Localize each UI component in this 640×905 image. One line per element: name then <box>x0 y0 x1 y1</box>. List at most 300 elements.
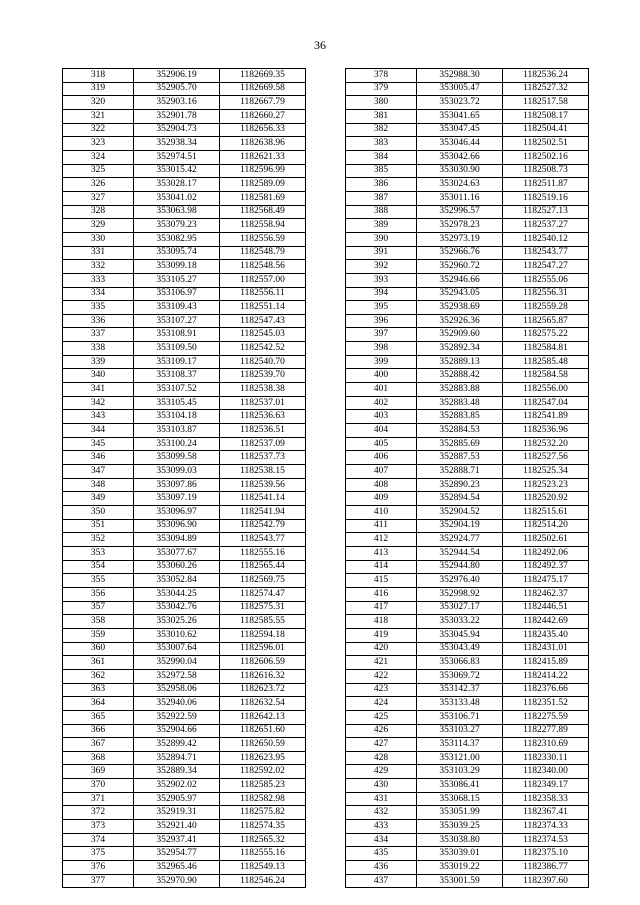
y-coordinate-cell: 1182559.28 <box>503 301 589 315</box>
point-number-cell: 357 <box>63 601 134 615</box>
x-coordinate-cell: 352884.53 <box>417 424 503 438</box>
table-row <box>63 519 306 533</box>
point-number-cell: 356 <box>63 587 134 601</box>
x-coordinate-cell: 352909.60 <box>417 328 503 342</box>
point-number-cell: 391 <box>346 246 417 260</box>
x-coordinate-cell: 352888.42 <box>417 369 503 383</box>
y-coordinate-cell: 1182519.16 <box>503 191 589 205</box>
point-number-cell: 323 <box>63 137 134 151</box>
y-coordinate-cell: 1182502.61 <box>503 533 589 547</box>
x-coordinate-cell: 352901.78 <box>134 109 220 123</box>
x-coordinate-cell: 353095.74 <box>134 246 220 260</box>
x-coordinate-cell: 353099.18 <box>134 260 220 274</box>
table-row <box>346 506 589 520</box>
table-row <box>346 751 589 765</box>
table-row <box>63 232 306 246</box>
point-number-cell: 346 <box>63 451 134 465</box>
table-row <box>63 191 306 205</box>
point-number-cell: 351 <box>63 519 134 533</box>
table-row <box>63 669 306 683</box>
x-coordinate-cell: 352926.36 <box>417 314 503 328</box>
point-number-cell: 319 <box>63 82 134 96</box>
x-coordinate-cell: 353069.72 <box>417 669 503 683</box>
y-coordinate-cell: 1182277.89 <box>503 724 589 738</box>
point-number-cell: 385 <box>346 164 417 178</box>
point-number-cell: 365 <box>63 710 134 724</box>
x-coordinate-cell: 353063.98 <box>134 205 220 219</box>
y-coordinate-cell: 1182376.66 <box>503 683 589 697</box>
y-coordinate-cell: 1182536.96 <box>503 424 589 438</box>
point-number-cell: 435 <box>346 847 417 861</box>
point-number-cell: 433 <box>346 820 417 834</box>
point-number-cell: 344 <box>63 424 134 438</box>
x-coordinate-cell: 352889.34 <box>134 765 220 779</box>
table-row <box>346 314 589 328</box>
point-number-cell: 405 <box>346 437 417 451</box>
x-coordinate-cell: 353051.99 <box>417 806 503 820</box>
table-row <box>346 806 589 820</box>
point-number-cell: 421 <box>346 656 417 670</box>
point-number-cell: 369 <box>63 765 134 779</box>
y-coordinate-cell: 1182594.18 <box>220 628 306 642</box>
x-coordinate-cell: 352944.80 <box>417 560 503 574</box>
table-row <box>346 465 589 479</box>
y-coordinate-cell: 1182541.14 <box>220 492 306 506</box>
table-row <box>346 847 589 861</box>
y-coordinate-cell: 1182536.63 <box>220 410 306 424</box>
point-number-cell: 422 <box>346 669 417 683</box>
y-coordinate-cell: 1182525.34 <box>503 465 589 479</box>
table-row <box>63 369 306 383</box>
table-row <box>63 546 306 560</box>
table-row <box>63 820 306 834</box>
x-coordinate-cell: 352996.57 <box>417 205 503 219</box>
point-number-cell: 388 <box>346 205 417 219</box>
y-coordinate-cell: 1182351.52 <box>503 697 589 711</box>
table-row <box>346 178 589 192</box>
y-coordinate-cell: 1182462.37 <box>503 587 589 601</box>
table-row <box>346 820 589 834</box>
x-coordinate-cell: 353108.91 <box>134 328 220 342</box>
point-number-cell: 340 <box>63 369 134 383</box>
y-coordinate-cell: 1182575.82 <box>220 806 306 820</box>
x-coordinate-cell: 352960.72 <box>417 260 503 274</box>
y-coordinate-cell: 1182435.40 <box>503 628 589 642</box>
point-number-cell: 425 <box>346 710 417 724</box>
y-coordinate-cell: 1182547.27 <box>503 260 589 274</box>
y-coordinate-cell: 1182515.61 <box>503 506 589 520</box>
x-coordinate-cell: 353142.37 <box>417 683 503 697</box>
y-coordinate-cell: 1182397.60 <box>503 874 589 888</box>
y-coordinate-cell: 1182532.20 <box>503 437 589 451</box>
table-row <box>63 109 306 123</box>
table-row <box>346 82 589 96</box>
table-row <box>346 765 589 779</box>
x-coordinate-cell: 352943.05 <box>417 287 503 301</box>
table-row <box>63 861 306 875</box>
y-coordinate-cell: 1182548.79 <box>220 246 306 260</box>
y-coordinate-cell: 1182667.79 <box>220 96 306 110</box>
x-coordinate-cell: 352906.19 <box>134 69 220 83</box>
y-coordinate-cell: 1182537.09 <box>220 437 306 451</box>
y-coordinate-cell: 1182556.31 <box>503 287 589 301</box>
y-coordinate-cell: 1182575.22 <box>503 328 589 342</box>
x-coordinate-cell: 353028.17 <box>134 178 220 192</box>
y-coordinate-cell: 1182575.31 <box>220 601 306 615</box>
x-coordinate-cell: 352883.85 <box>417 410 503 424</box>
table-row <box>346 396 589 410</box>
table-row <box>63 342 306 356</box>
page-number: 36 <box>314 38 326 52</box>
table-row <box>346 342 589 356</box>
x-coordinate-cell: 353103.29 <box>417 765 503 779</box>
table-row <box>346 738 589 752</box>
point-number-cell: 428 <box>346 751 417 765</box>
x-coordinate-cell: 353097.19 <box>134 492 220 506</box>
y-coordinate-cell: 1182539.70 <box>220 369 306 383</box>
table-row <box>346 779 589 793</box>
x-coordinate-cell: 352905.70 <box>134 82 220 96</box>
table-row <box>346 874 589 888</box>
point-number-cell: 349 <box>63 492 134 506</box>
y-coordinate-cell: 1182582.98 <box>220 792 306 806</box>
point-number-cell: 415 <box>346 574 417 588</box>
x-coordinate-cell: 352965.46 <box>134 861 220 875</box>
point-number-cell: 368 <box>63 751 134 765</box>
y-coordinate-cell: 1182660.27 <box>220 109 306 123</box>
x-coordinate-cell: 353015.42 <box>134 164 220 178</box>
x-coordinate-cell: 353096.97 <box>134 506 220 520</box>
y-coordinate-cell: 1182511.87 <box>503 178 589 192</box>
x-coordinate-cell: 353043.49 <box>417 642 503 656</box>
x-coordinate-cell: 353068.15 <box>417 792 503 806</box>
y-coordinate-cell: 1182492.06 <box>503 546 589 560</box>
point-number-cell: 353 <box>63 546 134 560</box>
table-row <box>63 451 306 465</box>
x-coordinate-cell: 353027.17 <box>417 601 503 615</box>
table-row <box>63 615 306 629</box>
point-number-cell: 434 <box>346 833 417 847</box>
x-coordinate-cell: 353108.37 <box>134 369 220 383</box>
x-coordinate-cell: 353033.22 <box>417 615 503 629</box>
table-row <box>346 533 589 547</box>
y-coordinate-cell: 1182565.32 <box>220 833 306 847</box>
x-coordinate-cell: 352974.51 <box>134 150 220 164</box>
table-row <box>346 355 589 369</box>
y-coordinate-cell: 1182502.16 <box>503 150 589 164</box>
y-coordinate-cell: 1182585.55 <box>220 615 306 629</box>
y-coordinate-cell: 1182546.24 <box>220 874 306 888</box>
point-number-cell: 348 <box>63 478 134 492</box>
x-coordinate-cell: 352903.16 <box>134 96 220 110</box>
x-coordinate-cell: 353109.17 <box>134 355 220 369</box>
x-coordinate-cell: 352889.13 <box>417 355 503 369</box>
table-row <box>63 465 306 479</box>
point-number-cell: 350 <box>63 506 134 520</box>
table-row <box>346 383 589 397</box>
table-row <box>346 683 589 697</box>
table-row <box>63 478 306 492</box>
y-coordinate-cell: 1182581.69 <box>220 191 306 205</box>
y-coordinate-cell: 1182574.47 <box>220 587 306 601</box>
y-coordinate-cell: 1182584.81 <box>503 342 589 356</box>
table-row <box>63 328 306 342</box>
y-coordinate-cell: 1182585.48 <box>503 355 589 369</box>
table-row <box>63 574 306 588</box>
y-coordinate-cell: 1182632.54 <box>220 697 306 711</box>
y-coordinate-cell: 1182540.12 <box>503 232 589 246</box>
table-row <box>63 260 306 274</box>
point-number-cell: 321 <box>63 109 134 123</box>
table-row <box>63 150 306 164</box>
x-coordinate-cell: 353097.86 <box>134 478 220 492</box>
table-row <box>346 560 589 574</box>
y-coordinate-cell: 1182545.03 <box>220 328 306 342</box>
point-number-cell: 403 <box>346 410 417 424</box>
y-coordinate-cell: 1182540.70 <box>220 355 306 369</box>
x-coordinate-cell: 352922.59 <box>134 710 220 724</box>
point-number-cell: 382 <box>346 123 417 137</box>
x-coordinate-cell: 352972.58 <box>134 669 220 683</box>
y-coordinate-cell: 1182492.37 <box>503 560 589 574</box>
x-coordinate-cell: 353109.43 <box>134 301 220 315</box>
x-coordinate-cell: 352921.40 <box>134 820 220 834</box>
x-coordinate-cell: 352954.77 <box>134 847 220 861</box>
table-row <box>346 328 589 342</box>
point-number-cell: 347 <box>63 465 134 479</box>
x-coordinate-cell: 352958.06 <box>134 683 220 697</box>
x-coordinate-cell: 352944.54 <box>417 546 503 560</box>
table-row <box>346 96 589 110</box>
table-row <box>346 260 589 274</box>
point-number-cell: 364 <box>63 697 134 711</box>
x-coordinate-cell: 352888.71 <box>417 465 503 479</box>
point-number-cell: 352 <box>63 533 134 547</box>
x-coordinate-cell: 353041.65 <box>417 109 503 123</box>
point-number-cell: 377 <box>63 874 134 888</box>
y-coordinate-cell: 1182517.58 <box>503 96 589 110</box>
y-coordinate-cell: 1182549.13 <box>220 861 306 875</box>
x-coordinate-cell: 353099.58 <box>134 451 220 465</box>
point-number-cell: 324 <box>63 150 134 164</box>
point-number-cell: 359 <box>63 628 134 642</box>
y-coordinate-cell: 1182508.73 <box>503 164 589 178</box>
table-row <box>63 410 306 424</box>
table-row <box>63 355 306 369</box>
table-row <box>63 314 306 328</box>
point-number-cell: 343 <box>63 410 134 424</box>
y-coordinate-cell: 1182431.01 <box>503 642 589 656</box>
y-coordinate-cell: 1182650.59 <box>220 738 306 752</box>
y-coordinate-cell: 1182606.59 <box>220 656 306 670</box>
table-row <box>63 628 306 642</box>
point-number-cell: 328 <box>63 205 134 219</box>
point-number-cell: 367 <box>63 738 134 752</box>
x-coordinate-cell: 352990.04 <box>134 656 220 670</box>
point-number-cell: 381 <box>346 109 417 123</box>
point-number-cell: 426 <box>346 724 417 738</box>
table-row <box>346 451 589 465</box>
y-coordinate-cell: 1182527.32 <box>503 82 589 96</box>
y-coordinate-cell: 1182621.33 <box>220 150 306 164</box>
point-number-cell: 373 <box>63 820 134 834</box>
point-number-cell: 360 <box>63 642 134 656</box>
x-coordinate-cell: 353086.41 <box>417 779 503 793</box>
x-coordinate-cell: 352940.06 <box>134 697 220 711</box>
point-number-cell: 366 <box>63 724 134 738</box>
y-coordinate-cell: 1182574.35 <box>220 820 306 834</box>
x-coordinate-cell: 352883.48 <box>417 396 503 410</box>
point-number-cell: 325 <box>63 164 134 178</box>
table-row <box>346 792 589 806</box>
y-coordinate-cell: 1182555.06 <box>503 273 589 287</box>
x-coordinate-cell: 352904.19 <box>417 519 503 533</box>
x-coordinate-cell: 352946.66 <box>417 273 503 287</box>
point-number-cell: 408 <box>346 478 417 492</box>
x-coordinate-cell: 353039.01 <box>417 847 503 861</box>
x-coordinate-cell: 352883.88 <box>417 383 503 397</box>
y-coordinate-cell: 1182568.49 <box>220 205 306 219</box>
y-coordinate-cell: 1182589.09 <box>220 178 306 192</box>
x-coordinate-cell: 353044.25 <box>134 587 220 601</box>
table-row <box>63 205 306 219</box>
table-row <box>63 874 306 888</box>
y-coordinate-cell: 1182310.69 <box>503 738 589 752</box>
y-coordinate-cell: 1182623.95 <box>220 751 306 765</box>
y-coordinate-cell: 1182527.56 <box>503 451 589 465</box>
y-coordinate-cell: 1182596.99 <box>220 164 306 178</box>
table-row <box>346 219 589 233</box>
x-coordinate-cell: 352904.66 <box>134 724 220 738</box>
point-number-cell: 336 <box>63 314 134 328</box>
point-number-cell: 374 <box>63 833 134 847</box>
point-number-cell: 430 <box>346 779 417 793</box>
table-row <box>346 492 589 506</box>
point-number-cell: 396 <box>346 314 417 328</box>
x-coordinate-cell: 353007.64 <box>134 642 220 656</box>
table-row <box>63 533 306 547</box>
y-coordinate-cell: 1182537.27 <box>503 219 589 233</box>
y-coordinate-cell: 1182358.33 <box>503 792 589 806</box>
x-coordinate-cell: 353011.16 <box>417 191 503 205</box>
x-coordinate-cell: 352885.69 <box>417 437 503 451</box>
y-coordinate-cell: 1182548.56 <box>220 260 306 274</box>
coordinates-table-left <box>62 68 306 888</box>
x-coordinate-cell: 353100.24 <box>134 437 220 451</box>
y-coordinate-cell: 1182642.13 <box>220 710 306 724</box>
point-number-cell: 393 <box>346 273 417 287</box>
point-number-cell: 424 <box>346 697 417 711</box>
y-coordinate-cell: 1182340.00 <box>503 765 589 779</box>
point-number-cell: 432 <box>346 806 417 820</box>
table-row <box>346 628 589 642</box>
x-coordinate-cell: 353106.71 <box>417 710 503 724</box>
y-coordinate-cell: 1182504.41 <box>503 123 589 137</box>
table-row <box>346 301 589 315</box>
y-coordinate-cell: 1182374.33 <box>503 820 589 834</box>
table-row <box>346 150 589 164</box>
table-row <box>346 232 589 246</box>
y-coordinate-cell: 1182616.32 <box>220 669 306 683</box>
y-coordinate-cell: 1182669.58 <box>220 82 306 96</box>
table-row <box>63 751 306 765</box>
point-number-cell: 326 <box>63 178 134 192</box>
point-number-cell: 327 <box>63 191 134 205</box>
point-number-cell: 330 <box>63 232 134 246</box>
point-number-cell: 354 <box>63 560 134 574</box>
x-coordinate-cell: 353082.95 <box>134 232 220 246</box>
point-number-cell: 332 <box>63 260 134 274</box>
point-number-cell: 389 <box>346 219 417 233</box>
point-number-cell: 409 <box>346 492 417 506</box>
point-number-cell: 345 <box>63 437 134 451</box>
table-row <box>346 724 589 738</box>
point-number-cell: 334 <box>63 287 134 301</box>
x-coordinate-cell: 352890.23 <box>417 478 503 492</box>
y-coordinate-cell: 1182330.11 <box>503 751 589 765</box>
y-coordinate-cell: 1182569.75 <box>220 574 306 588</box>
table-row <box>346 273 589 287</box>
point-number-cell: 414 <box>346 560 417 574</box>
table-row <box>346 546 589 560</box>
table-row <box>63 301 306 315</box>
point-number-cell: 412 <box>346 533 417 547</box>
x-coordinate-cell: 352966.76 <box>417 246 503 260</box>
point-number-cell: 404 <box>346 424 417 438</box>
x-coordinate-cell: 353096.90 <box>134 519 220 533</box>
table-row <box>63 137 306 151</box>
y-coordinate-cell: 1182551.14 <box>220 301 306 315</box>
y-coordinate-cell: 1182539.56 <box>220 478 306 492</box>
y-coordinate-cell: 1182442.69 <box>503 615 589 629</box>
point-number-cell: 362 <box>63 669 134 683</box>
y-coordinate-cell: 1182547.43 <box>220 314 306 328</box>
x-coordinate-cell: 353079.23 <box>134 219 220 233</box>
x-coordinate-cell: 353019.22 <box>417 861 503 875</box>
x-coordinate-cell: 352970.90 <box>134 874 220 888</box>
table-row <box>346 109 589 123</box>
point-number-cell: 370 <box>63 779 134 793</box>
table-row <box>346 205 589 219</box>
x-coordinate-cell: 353025.26 <box>134 615 220 629</box>
point-number-cell: 416 <box>346 587 417 601</box>
x-coordinate-cell: 353023.72 <box>417 96 503 110</box>
point-number-cell: 379 <box>346 82 417 96</box>
point-number-cell: 384 <box>346 150 417 164</box>
x-coordinate-cell: 353106.97 <box>134 287 220 301</box>
x-coordinate-cell: 352894.54 <box>417 492 503 506</box>
point-number-cell: 376 <box>63 861 134 875</box>
y-coordinate-cell: 1182558.94 <box>220 219 306 233</box>
x-coordinate-cell: 353114.37 <box>417 738 503 752</box>
table-row <box>63 123 306 137</box>
table-row <box>346 191 589 205</box>
table-row <box>346 587 589 601</box>
x-coordinate-cell: 352938.34 <box>134 137 220 151</box>
point-number-cell: 411 <box>346 519 417 533</box>
y-coordinate-cell: 1182543.77 <box>220 533 306 547</box>
x-coordinate-cell: 352938.69 <box>417 301 503 315</box>
point-number-cell: 386 <box>346 178 417 192</box>
y-coordinate-cell: 1182367.41 <box>503 806 589 820</box>
y-coordinate-cell: 1182547.04 <box>503 396 589 410</box>
point-number-cell: 410 <box>346 506 417 520</box>
y-coordinate-cell: 1182537.73 <box>220 451 306 465</box>
x-coordinate-cell: 353005.47 <box>417 82 503 96</box>
x-coordinate-cell: 352973.19 <box>417 232 503 246</box>
y-coordinate-cell: 1182555.16 <box>220 847 306 861</box>
y-coordinate-cell: 1182555.16 <box>220 546 306 560</box>
